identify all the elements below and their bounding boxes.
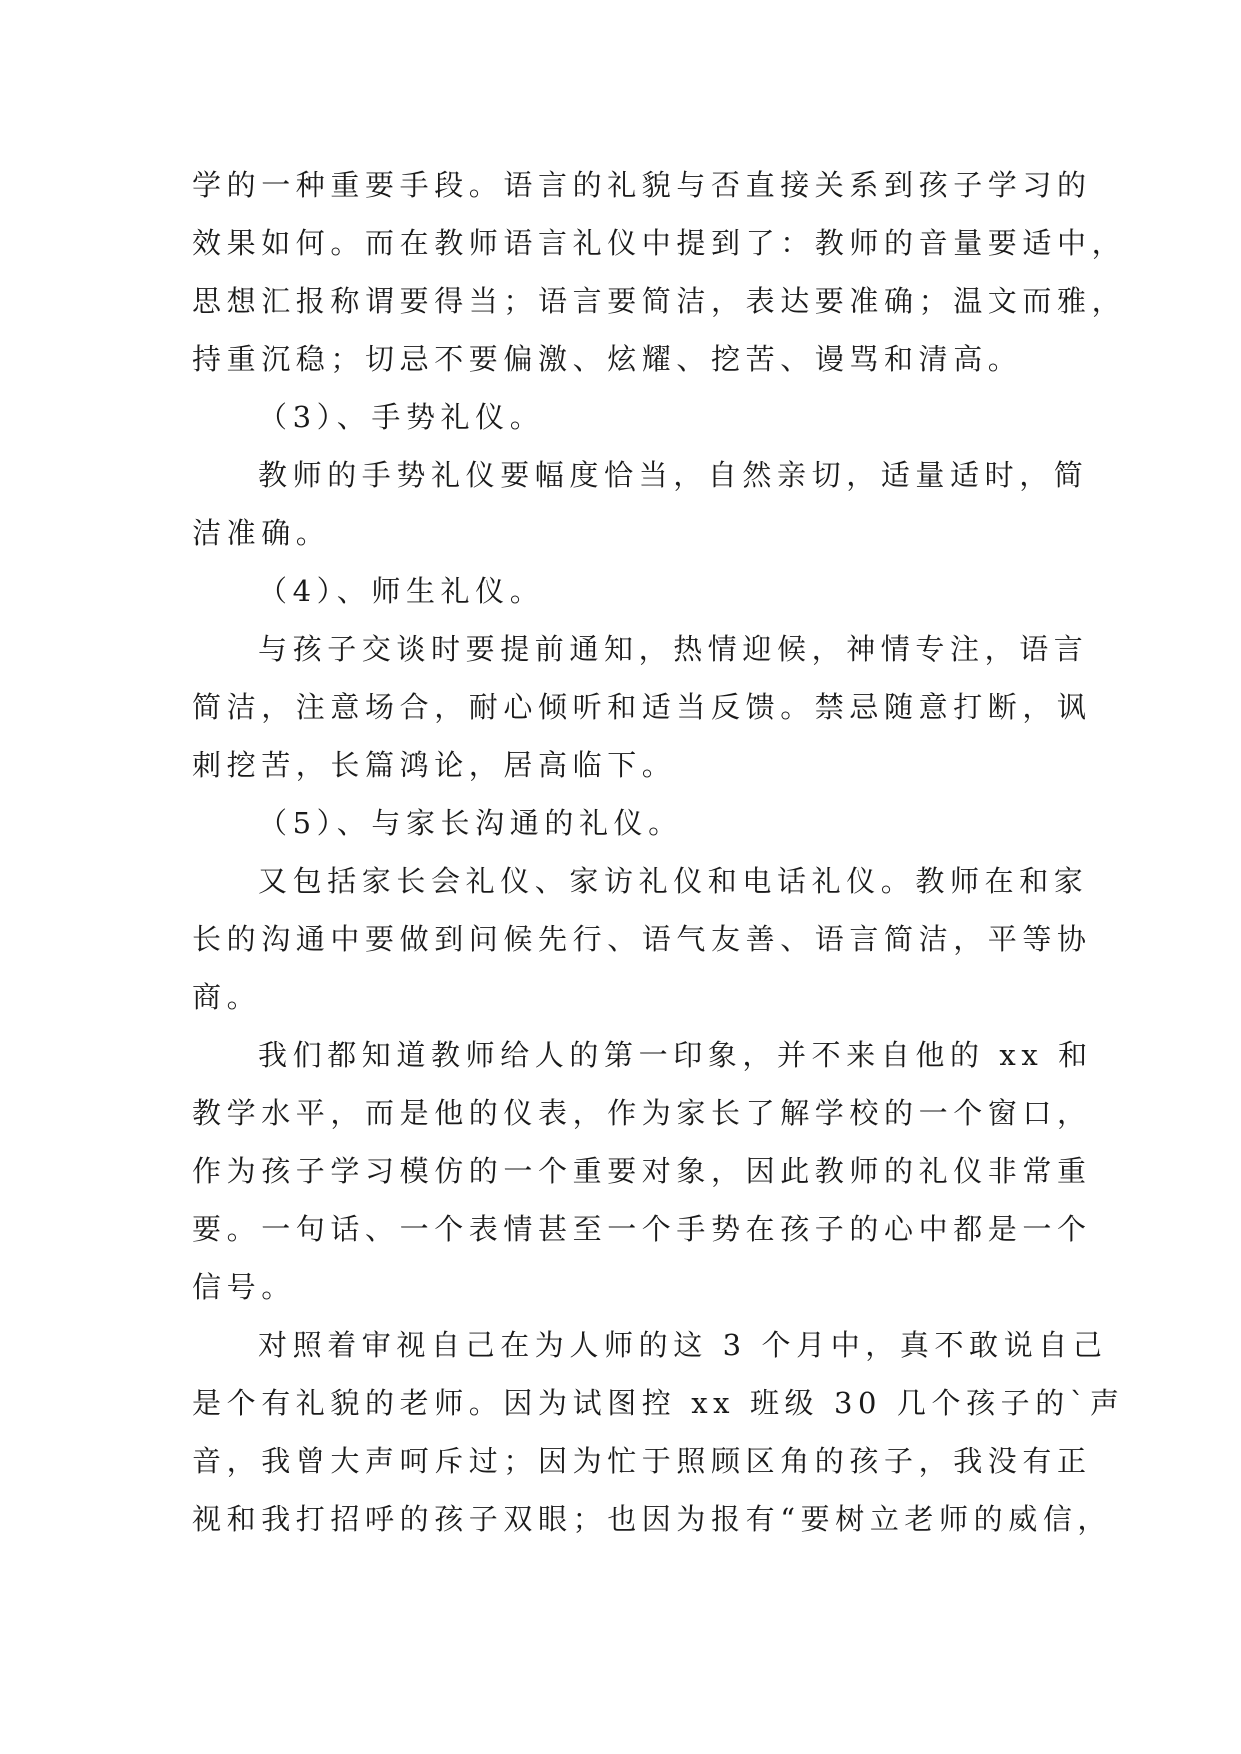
text-line: 学的一种重要手段。语言的礼貌与否直接关系到孩子学习的 xyxy=(192,168,1092,202)
text-line: 持重沉稳；切忌不要偏激、炫耀、挖苦、谩骂和清高。 xyxy=(192,342,1023,376)
text-line: 思想汇报称谓要得当；语言要简洁，表达要准确；温文而雅， xyxy=(192,284,1127,318)
text-line: 刺挖苦，长篇鸿论，居高临下。 xyxy=(192,748,677,782)
section-heading: （4）、师生礼仪。 xyxy=(258,574,545,608)
text-line: 效果如何。而在教师语言礼仪中提到了：教师的音量要适中， xyxy=(192,226,1127,260)
text-line: 信号。 xyxy=(192,1270,296,1304)
text-line: 对照着审视自己在为人师的这 3 个月中，真不敢说自己 xyxy=(258,1328,1108,1362)
text-line: 要。一句话、一个表情甚至一个手势在孩子的心中都是一个 xyxy=(192,1212,1092,1246)
text-line: 音，我曾大声呵斥过；因为忙于照顾区角的孩子，我没有正 xyxy=(192,1444,1092,1478)
text-line: 教师的手势礼仪要幅度恰当，自然亲切，适量适时，简 xyxy=(258,458,1089,492)
text-line: 长的沟通中要做到问候先行、语气友善、语言简洁，平等协 xyxy=(192,922,1092,956)
text-line: 视和我打招呼的孩子双眼；也因为报有“要树立老师的威信， xyxy=(192,1502,1113,1536)
text-line: 我们都知道教师给人的第一印象，并不来自他的 xx 和 xyxy=(258,1038,1093,1072)
document-body xyxy=(192,156,1127,1548)
text-line: 教学水平，而是他的仪表，作为家长了解学校的一个窗口， xyxy=(192,1096,1092,1130)
text-line: 简洁，注意场合，耐心倾听和适当反馈。禁忌随意打断，讽 xyxy=(192,690,1092,724)
text-line: 是个有礼貌的老师。因为试图控 xx 班级 30 几个孩子的`声 xyxy=(192,1386,1125,1420)
section-heading: （5）、与家长沟通的礼仪。 xyxy=(258,806,683,840)
text-line: 商。 xyxy=(192,980,262,1014)
text-line: 又包括家长会礼仪、家访礼仪和电话礼仪。教师在和家 xyxy=(258,864,1089,898)
section-heading: （3）、手势礼仪。 xyxy=(258,400,545,434)
text-line: 作为孩子学习模仿的一个重要对象，因此教师的礼仪非常重 xyxy=(192,1154,1092,1188)
text-line: 与孩子交谈时要提前通知，热情迎候，神情专注，语言 xyxy=(258,632,1089,666)
text-line: 洁准确。 xyxy=(192,516,331,550)
